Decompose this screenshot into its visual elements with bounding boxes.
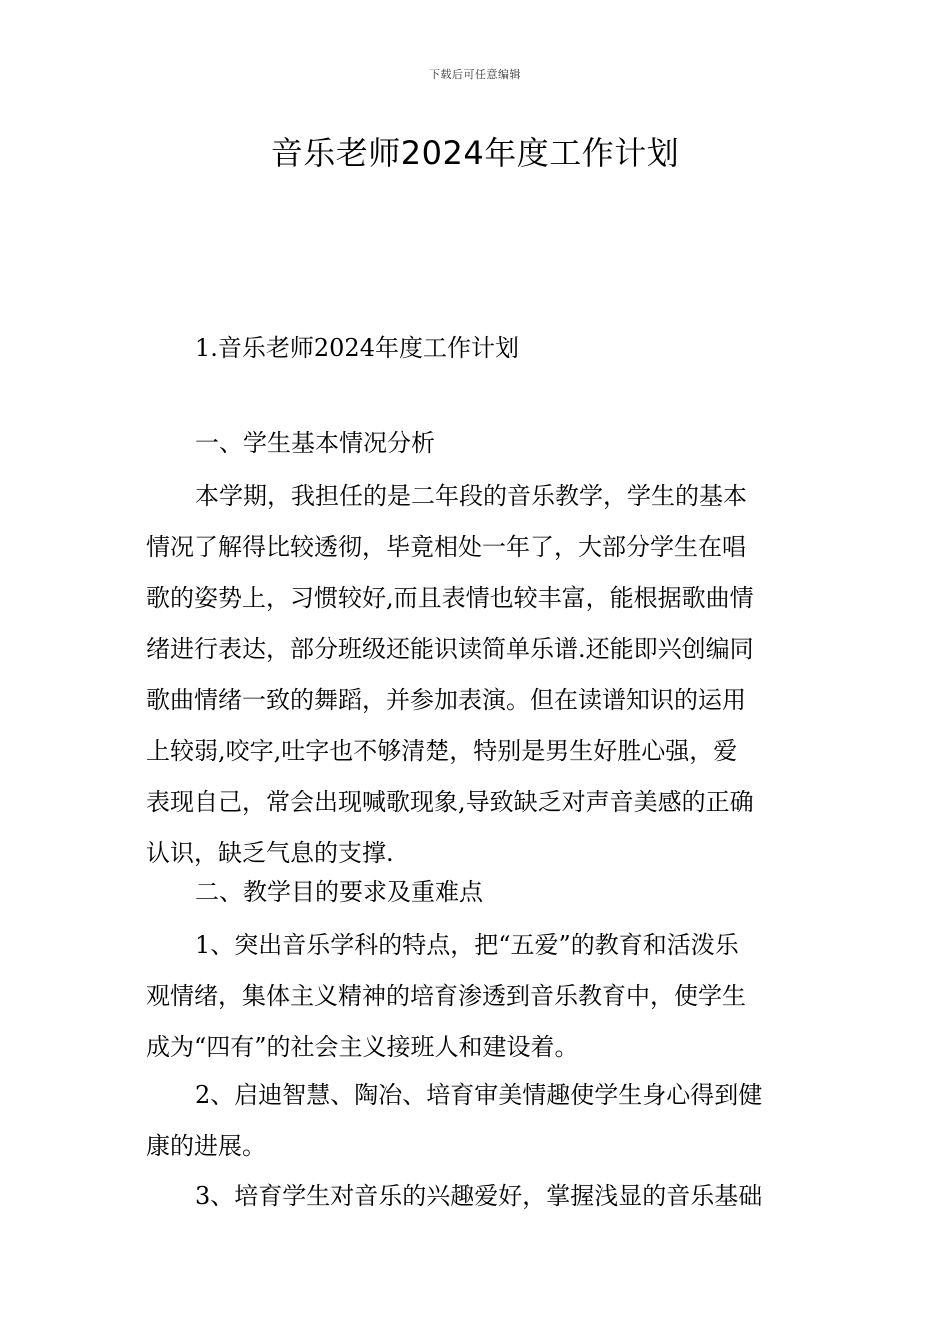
paragraph-line: 康的进展。 xyxy=(146,1132,266,1160)
paragraph-line: 歌曲情绪一致的舞蹈，并参加表演。但在读谱知识的运用 xyxy=(146,686,746,714)
paragraph-line: 上较弱,咬字,吐字也不够清楚，特别是男生好胜心强，爱 xyxy=(146,737,738,765)
header-note: 下载后可任意编辑 xyxy=(429,68,521,81)
paragraph-line: 1、突出音乐学科的特点，把“五爱”的教育和活泼乐 xyxy=(195,931,739,959)
document-subtitle: 1.音乐老师2024年度工作计划 xyxy=(195,334,519,362)
paragraph-goal-1 xyxy=(146,920,810,1073)
paragraph-student-analysis xyxy=(146,471,810,879)
paragraph-line: 绪进行表达，部分班级还能识读简单乐谱.还能即兴创编同 xyxy=(146,635,754,663)
paragraph-line: 认识，缺乏气息的支撑. xyxy=(146,839,394,867)
paragraph-line: 歌的姿势上，习惯较好,而且表情也较丰富，能根据歌曲情 xyxy=(146,584,754,612)
section-heading-student-analysis: 一、学生基本情况分析 xyxy=(195,429,435,457)
paragraph-line: 本学期，我担任的是二年段的音乐教学，学生的基本 xyxy=(195,482,747,510)
paragraph-line: 成为“四有”的社会主义接班人和建设着。 xyxy=(146,1033,579,1061)
paragraph-goal-3 xyxy=(146,1171,810,1222)
paragraph-line: 表现自己，常会出现喊歌现象,导致缺乏对声音美感的正确 xyxy=(146,788,754,816)
paragraph-line: 2、启迪智慧、陶冶、培育审美情趣使学生身心得到健 xyxy=(195,1081,763,1109)
paragraph-line: 观情绪，集体主义精神的培育渗透到音乐教育中，使学生 xyxy=(146,982,746,1010)
paragraph-line: 情况了解得比较透彻，毕竟相处一年了，大部分学生在唱 xyxy=(146,533,746,561)
section-heading-teaching-goals: 二、教学目的要求及重难点 xyxy=(195,878,483,906)
paragraph-line: 3、培育学生对音乐的兴趣爱好，掌握浅显的音乐基础 xyxy=(195,1182,763,1210)
paragraph-goal-2 xyxy=(146,1070,810,1172)
document-title: 音乐老师2024年度工作计划 xyxy=(270,134,680,172)
